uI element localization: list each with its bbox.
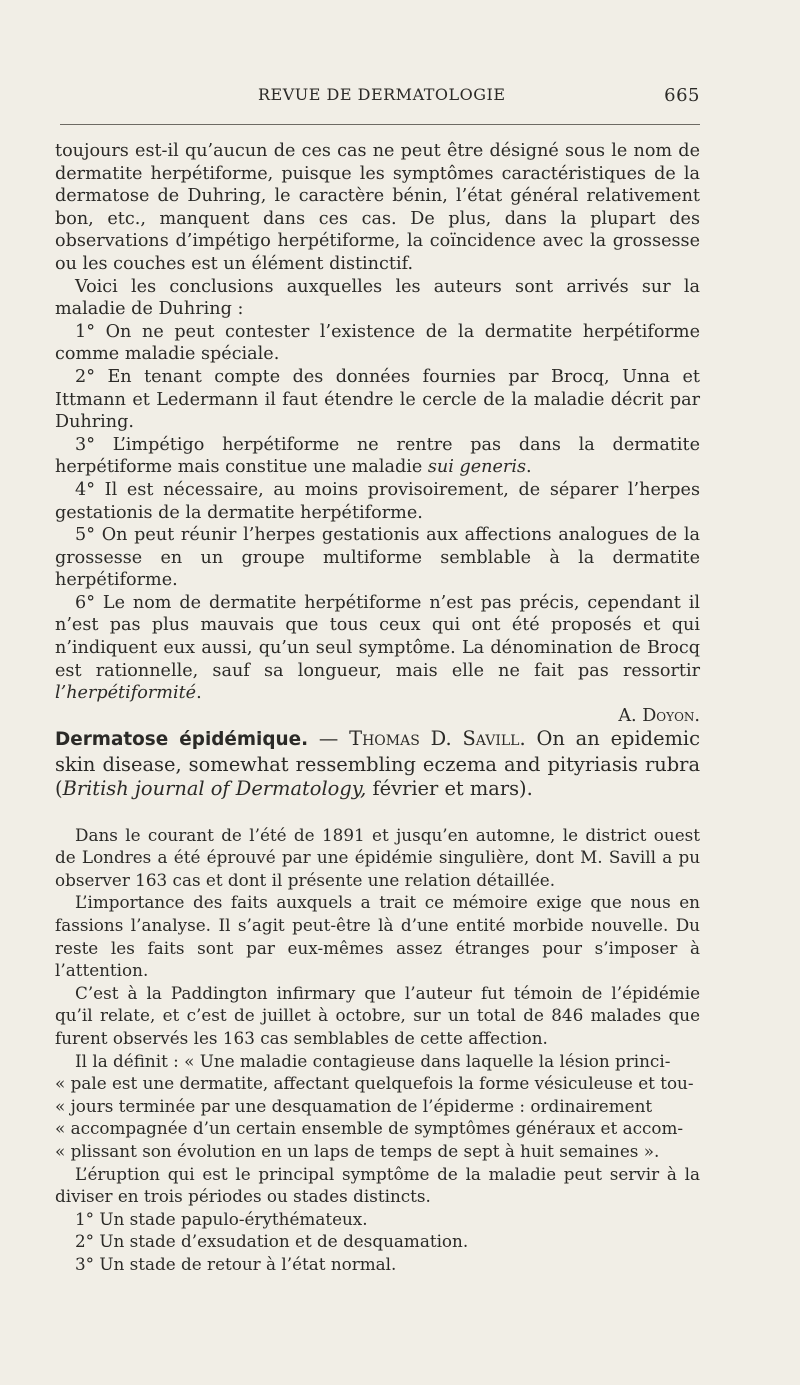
quote-line: « pale est une dermatite, affectant quelquefois la forme vésiculeuse et tou-	[55, 1073, 694, 1094]
heading-dash: —	[308, 727, 350, 751]
article-body	[55, 824, 700, 1276]
paragraph: Voici les conclusions auxquelles les auteurs sont arrivés sur la maladie de Duhring :	[55, 276, 700, 320]
article-date: février et mars).	[366, 777, 533, 801]
conclusion-3	[55, 434, 700, 479]
journal-name: British journal of Dermatology,	[62, 777, 367, 801]
quote-line: « accompagnée d’un certain ensemble de symptômes généraux et accom-	[55, 1118, 684, 1139]
page-number: 665	[664, 85, 700, 106]
running-title: REVUE DE DERMATOLOGIE	[258, 85, 506, 104]
signature: A. Doyon.	[618, 705, 700, 726]
paragraph: L’éruption qui est le principal symptôme de la maladie peut servir à la diviser en trois périodes ou stades distincts.	[55, 1163, 700, 1207]
conclusion-6-end: .	[196, 683, 202, 704]
conclusion-3-text: 3° L’impétigo herpétiforme ne rentre pas dans la dermatite herpétiforme mais constitue une maladie	[55, 434, 700, 478]
paragraph: toujours est-il qu’aucun de ces cas ne peut être désigné sous le nom de dermatite herpétiforme, puisque les symptômes caractéristiques de la dermatose de Duhring, le caractère bénin, l’état général relativement bon, etc., manquent dans ces cas. De plus, dans la plupart des observations d’impétigo herpétiforme, la coïncidence avec la grossesse ou les couches est un élément distinctif.	[55, 141, 700, 274]
article-title: On an epidemic skin disease, somewhat ressembling eczema and pityriasis rubra (	[55, 727, 700, 801]
body-text	[55, 140, 700, 1276]
conclusion-6-text: 6° Le nom de dermatite herpétiforme n’est pas précis, cependant il n’est pas plus mauvais que tous ceux qui ont été proposés et qui n’indiquent eux aussi, qu’un seul symptôme. La dénomination de Brocq est rationnelle, sauf sa longueur, mais elle ne fait pas ressortir	[55, 592, 700, 681]
quote-line: « plissant son évolution en un laps de temps de sept à huit semaines ».	[55, 1140, 660, 1161]
stage-3: 3° Un stade de retour à l’état normal.	[75, 1253, 397, 1274]
conclusion-5: 5° On peut réunir l’herpes gestationis aux affections analogues de la grossesse en un groupe multiforme semblable à la dermatite herpétiforme.	[55, 525, 700, 591]
conclusion-3-end: .	[525, 457, 532, 478]
conclusion-2: 2° En tenant compte des données fournies par Brocq, Unna et Ittmann et Ledermann il faut étendre le cercle de la maladie décrit par Duhring.	[55, 366, 700, 433]
article-author: Thomas D. Savill.	[349, 727, 526, 751]
latin-phrase: sui generis	[427, 457, 526, 478]
quote-line: « jours terminée par une desquamation de l’épiderme : ordinairement	[55, 1095, 653, 1116]
quote-line: Il la définit : « Une maladie contagieuse dans laquelle la lésion princi-	[75, 1050, 671, 1071]
conclusion-4: 4° Il est nécessaire, au moins provisoirement, de séparer l’herpes gestationis de la dermatite herpétiforme.	[55, 479, 700, 523]
stage-2: 2° Un stade d’exsudation et de desquamation.	[75, 1231, 469, 1252]
article-lead: Dermatose épidémique.	[55, 729, 309, 751]
italic-term: l’herpétiformité	[55, 683, 197, 704]
conclusion-1: 1° On ne peut contester l’existence de la dermatite herpétiforme comme maladie spéciale.	[55, 321, 700, 365]
stage-1: 1° Un stade papulo-érythémateux.	[75, 1208, 368, 1229]
running-header	[55, 85, 700, 115]
paragraph: Dans le courant de l’été de 1891 et jusqu’en automne, le district ouest de Londres a été éprouvé par une épidémie singulière, dont M. Savill a pu observer 163 cas et dont il présente une relation détaillée.	[55, 824, 700, 890]
paragraph: C’est à la Paddington infirmary que l’auteur fut témoin de l’épidémie qu’il relate, et c’est de juillet à octobre, sur un total de 846 malades que furent observés les 163 cas semblables de cette affection.	[55, 982, 700, 1048]
article-heading	[55, 727, 700, 801]
conclusion-6	[55, 592, 700, 705]
header-rule	[60, 124, 700, 125]
paragraph: L’importance des faits auxquels a trait ce mémoire exige que nous en fassions l’analyse. Il s’agit peut-être là d’une entité morbide nouvelle. Du reste les faits sont par eux-mêmes assez étranges pour s’imposer à l’attention.	[55, 892, 700, 981]
